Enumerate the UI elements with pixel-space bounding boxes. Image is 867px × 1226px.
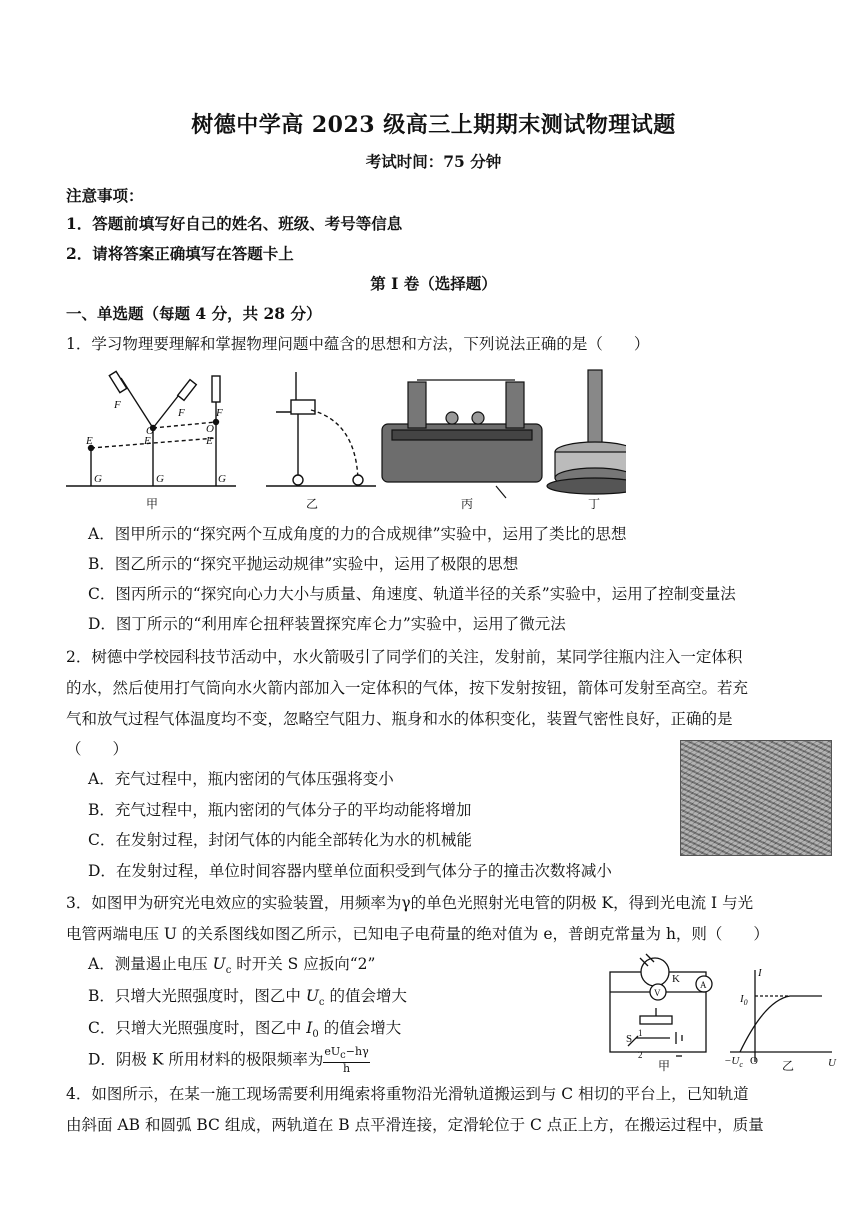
- q1-fig-label-c: 丙: [461, 497, 474, 511]
- q3-iu-graph: [730, 970, 832, 1062]
- q1-fig-label-b: 乙: [306, 497, 319, 511]
- svg-text:G: G: [156, 473, 164, 485]
- exam-time: 考试时间：75 分钟: [365, 152, 502, 171]
- svg-text:−Uc: $-U_c$: [724, 1055, 743, 1069]
- q1-option-c: C．图丙所示的“探究向心力大小与质量、角速度、轨道半径的关系”实验中，运用了控制变量法: [88, 585, 736, 603]
- q3-option-b: B．只增大光照强度时，图乙中 $U_c$ 的值会增大: [88, 987, 407, 1009]
- svg-text:O: O: [206, 423, 214, 435]
- notice-item-2: 2．请将答案正确填写在答题卡上: [66, 244, 294, 263]
- q4-stem-line-2: 由斜面 AB 和圆弧 BC 组成，两轨道在 B 点平滑连接，定滑轮位于 C 点正上方，在搬运过程中，质量: [66, 1116, 764, 1134]
- svg-text:甲: 甲: [658, 1059, 671, 1072]
- q2-option-b: B．充气过程中，瓶内密闭的气体分子的平均动能将增加: [88, 801, 472, 819]
- q2-option-a: A．充气过程中，瓶内密闭的气体压强将变小: [88, 770, 394, 788]
- q1-figure-b: [266, 372, 376, 486]
- notice-heading: 注意事项：: [66, 186, 144, 205]
- svg-text:G: G: [218, 473, 226, 485]
- svg-text:O: O: [750, 1055, 758, 1067]
- svg-text:I: I: [758, 967, 762, 979]
- q3-fraction: $\frac{eU_c-h\gamma}{h}$: [324, 1045, 369, 1076]
- q3-option-d: D．阴极 K 所用材料的极限频率为 $\frac{eU_c-h\gamma}{h}$: [88, 1045, 369, 1076]
- svg-text:乙: 乙: [782, 1059, 795, 1072]
- exam-title: 树德中学高 2023 级高三上期期末测试物理试题: [191, 112, 676, 138]
- q1-figure: [66, 362, 626, 512]
- svg-text:V: V: [654, 988, 661, 998]
- svg-text:F: F: [216, 407, 223, 419]
- svg-text:G: G: [94, 473, 102, 485]
- svg-text:A: A: [700, 980, 707, 990]
- q3-stem-line-2: 电管两端电压 U 的关系图线如图乙所示，已知电子电荷量的绝对值为 e，普朗克常量为 h，则（ ）: [66, 925, 769, 943]
- notice-item-1: 1．答题前填写好自己的姓名、班级、考号等信息: [66, 214, 403, 233]
- section-title: 第 I 卷（选择题）: [370, 274, 497, 293]
- svg-text:O: O: [146, 425, 154, 437]
- q1-stem: 1．学习物理要理解和掌握物理问题中蕴含的思想和方法，下列说法正确的是（ ）: [66, 335, 650, 353]
- q3-option-a: A．测量遏止电压 $U_c$ 时开关 S 应扳向“2”: [88, 955, 376, 977]
- q2-photo-water-rocket: [680, 740, 832, 856]
- q2-stem-line-3: 气和放气过程气体温度均不变，忽略空气阻力、瓶身和水的体积变化，装置气密性良好，正确的是: [66, 710, 733, 728]
- svg-text:I0: $I_0$: [740, 993, 748, 1007]
- svg-text:F: F: [178, 407, 185, 419]
- q1-option-b: B．图乙所示的“探究平抛运动规律”实验中，运用了极限的思想: [88, 555, 519, 573]
- svg-text:E: E: [144, 435, 151, 447]
- svg-text:E: E: [206, 435, 213, 447]
- q3-option-c: C．只增大光照强度时，图乙中 $I_0$ 的值会增大: [88, 1019, 402, 1041]
- q2-stem-line-4: （ ）: [66, 740, 129, 758]
- q1-option-a: A．图甲所示的“探究两个互成角度的力的合成规律”实验中，运用了类比的思想: [88, 525, 627, 543]
- q2-option-d: D．在发射过程，单位时间容器内壁单位面积受到气体分子的撞击次数将减小: [88, 862, 612, 880]
- q1-fig-label-d: 丁: [588, 497, 601, 511]
- q3-stem-line-1: 3．如图甲为研究光电效应的实验装置，用频率为γ的单色光照射光电管的阴极 K，得到光电流 I 与光: [66, 894, 754, 912]
- q3-figure: [600, 952, 840, 1072]
- q2-option-c: C．在发射过程，封闭气体的内能全部转化为水的机械能: [88, 831, 472, 849]
- svg-text:2: 2: [638, 1050, 643, 1060]
- q1-fig-label-a: 甲: [146, 497, 159, 511]
- svg-text:K: K: [672, 973, 680, 985]
- q1-option-d: D．图丁所示的“利用库仑扭秤装置探究库仑力”实验中，运用了微元法: [88, 615, 566, 633]
- svg-text:F: F: [114, 399, 121, 411]
- q1-figure-d: [547, 370, 626, 494]
- svg-text:1: 1: [638, 1028, 643, 1038]
- svg-text:U: U: [828, 1057, 836, 1069]
- part1-heading: 一、单选题（每题 4 分，共 28 分）: [66, 304, 322, 323]
- q2-stem-line-1: 2．树德中学校园科技节活动中，水火箭吸引了同学们的关注，发射前，某同学往瓶内注入一定体积: [66, 648, 743, 666]
- q1-figure-c: [382, 380, 542, 498]
- q4-stem-line-1: 4．如图所示，在某一施工现场需要利用绳索将重物沿光滑轨道搬运到与 C 相切的平台上，已知轨道: [66, 1085, 749, 1103]
- svg-text:S: S: [626, 1033, 633, 1045]
- q2-stem-line-2: 的水，然后使用打气筒向水火箭内部加入一定体积的气体，按下发射按钮，箭体可发射至高空。若充: [66, 679, 749, 697]
- svg-text:E: E: [86, 435, 93, 447]
